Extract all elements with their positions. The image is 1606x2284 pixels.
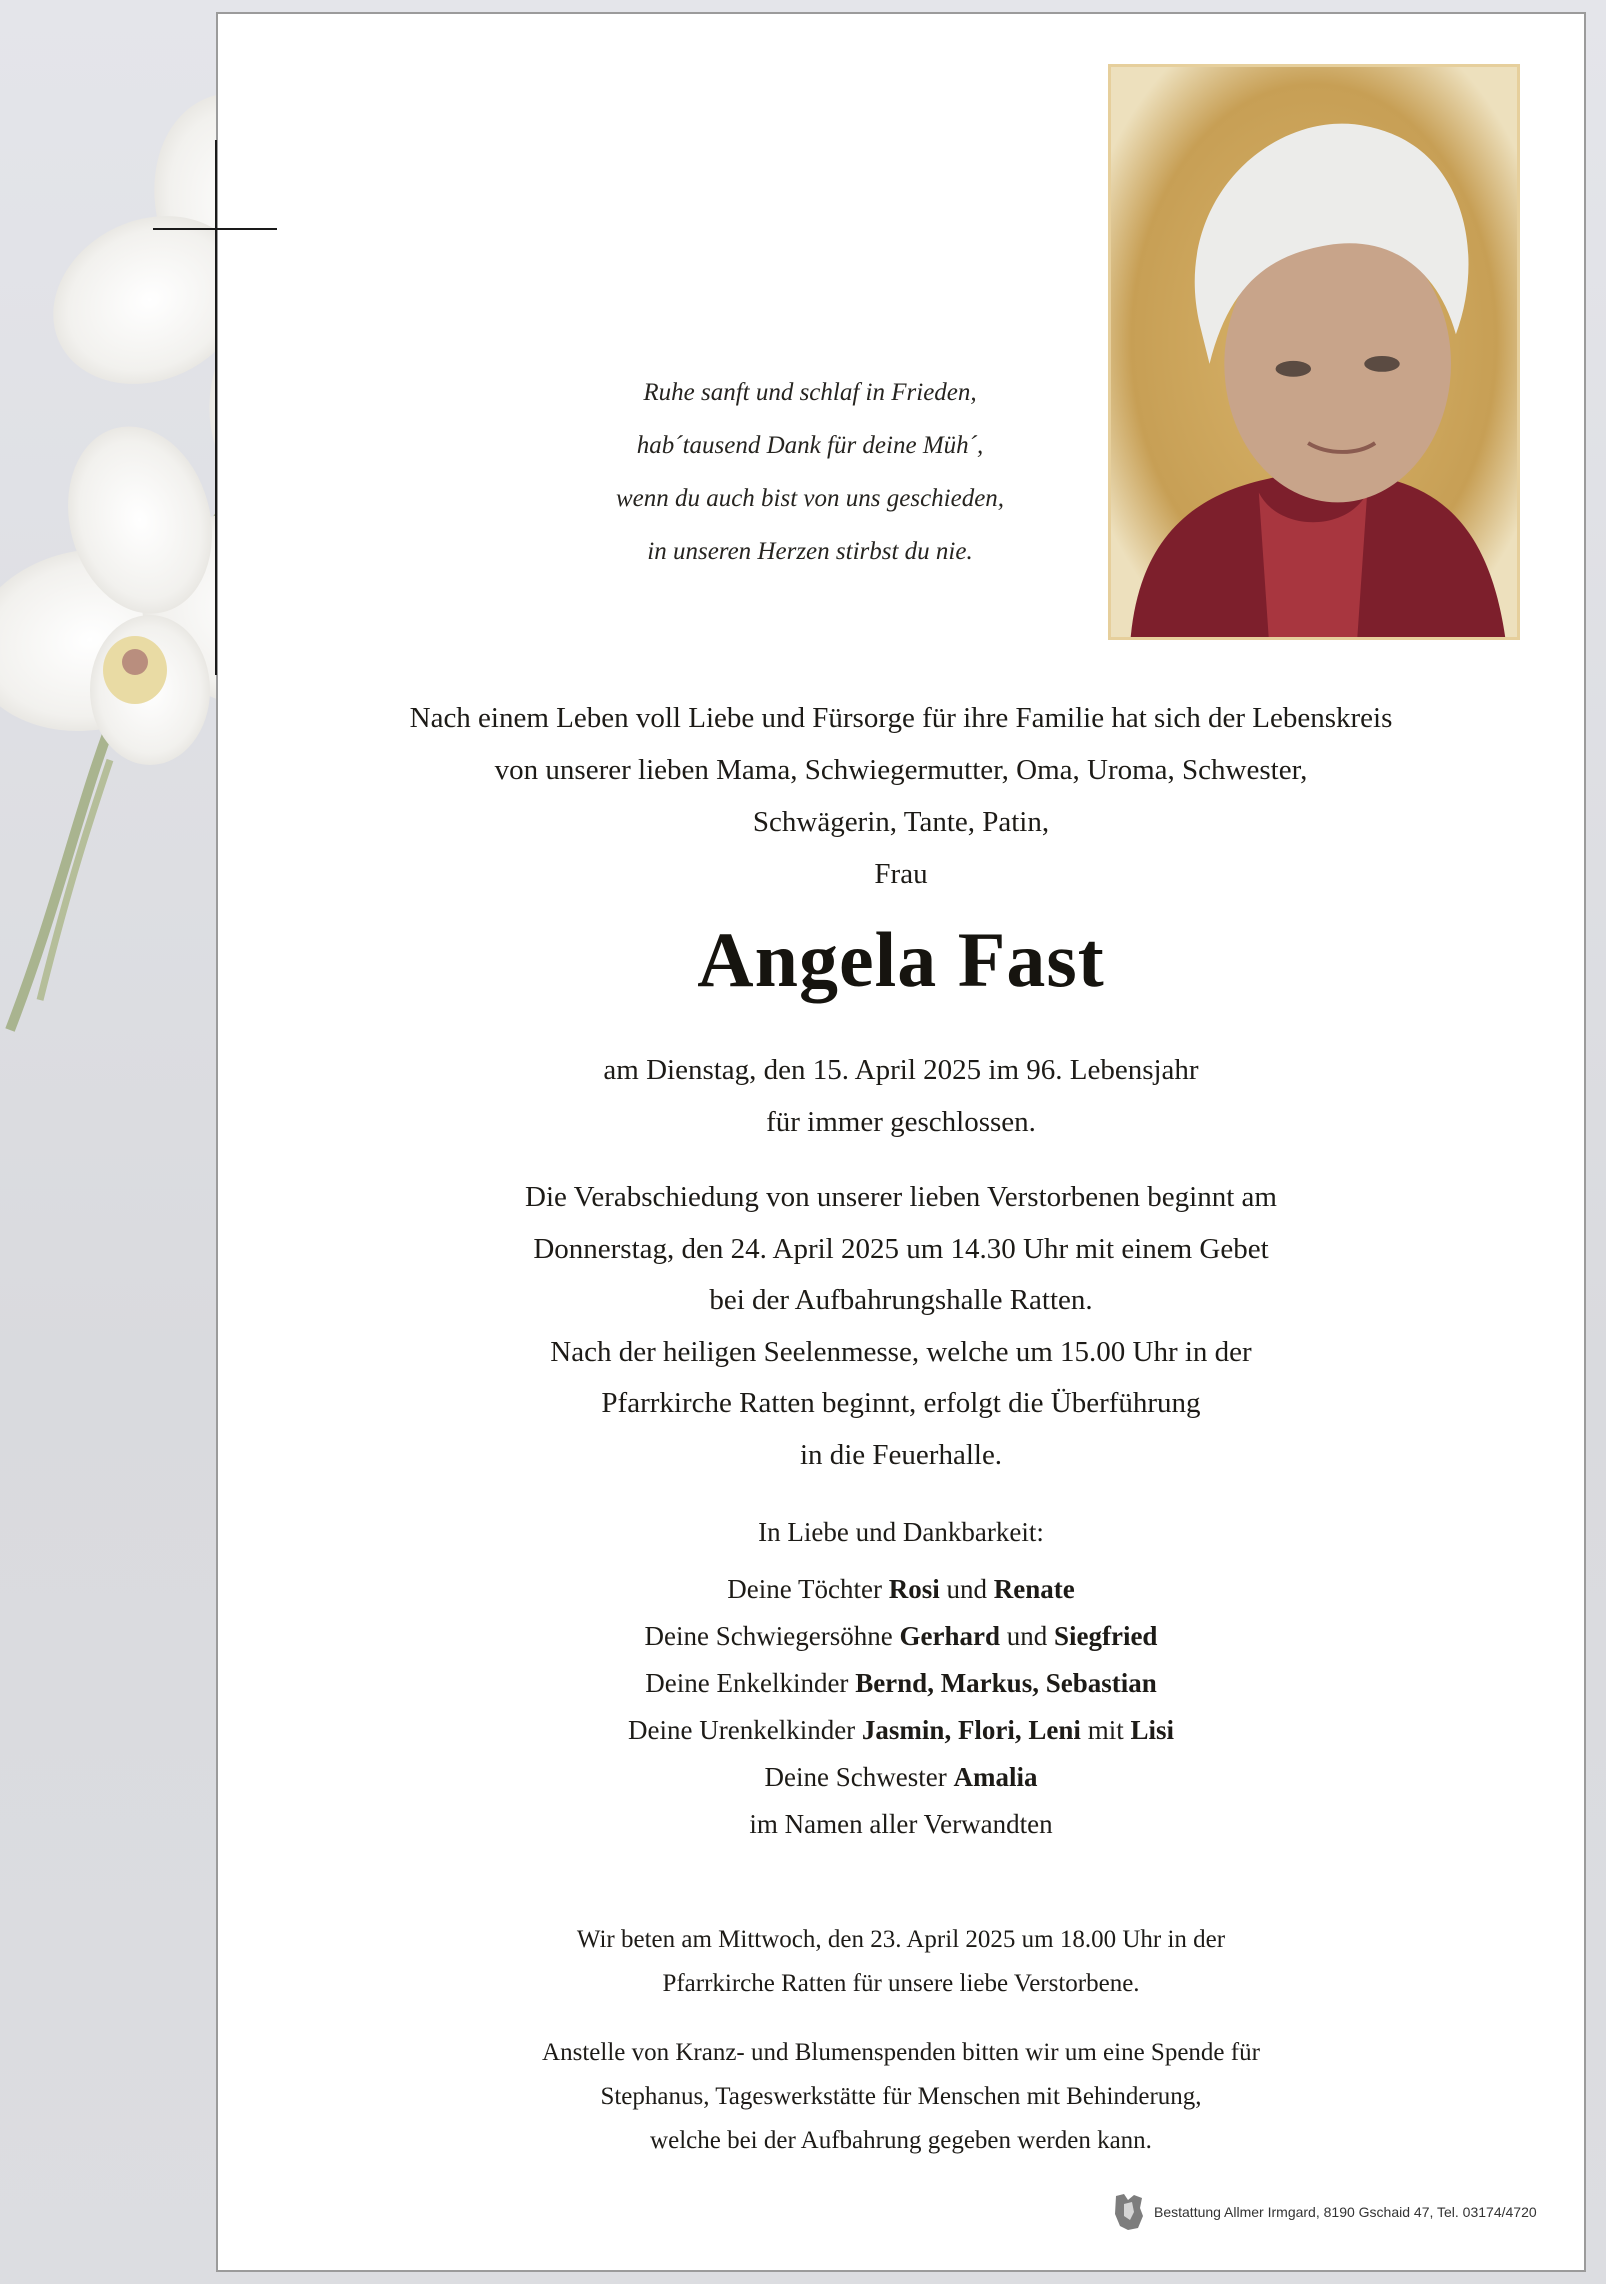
family-prefix: Deine Schwester	[764, 1762, 954, 1792]
intro-line: von unserer lieben Mama, Schwiegermutter, Oma, Uroma, Schwester,	[494, 754, 1308, 786]
thanks-header: In Liebe und Dankbarkeit:	[758, 1517, 1044, 1547]
farewell-line: Pfarrkirche Ratten beginnt, erfolgt die Überführung	[601, 1387, 1201, 1419]
family-name: Bernd, Markus, Sebastian	[855, 1668, 1157, 1698]
intro-line: Frau	[874, 858, 928, 890]
family-name: Lisi	[1130, 1715, 1174, 1745]
poem-line: wenn du auch bist von uns geschieden,	[615, 485, 1005, 512]
funeral-home-logo-icon	[1112, 2192, 1146, 2232]
family-name: Renate	[993, 1574, 1075, 1604]
donation-line: Stephanus, Tageswerkstätte für Menschen mit Behinderung,	[600, 2083, 1202, 2110]
family-conjunction: und	[999, 1621, 1054, 1651]
family-sons-in-law	[216, 1613, 1586, 1660]
prayer-line: Pfarrkirche Ratten für unsere liebe Verstorbene.	[662, 1970, 1140, 1997]
family-name: Rosi	[888, 1574, 940, 1604]
prayer-line: Wir beten am Mittwoch, den 23. April 2025 um 18.00 Uhr in der	[576, 1926, 1226, 1953]
family-name: Gerhard	[899, 1621, 1000, 1651]
cross-icon-bar	[153, 228, 277, 230]
date-line: am Dienstag, den 15. April 2025 im 96. Lebensjahr	[603, 1054, 1199, 1086]
family-sister	[216, 1754, 1586, 1801]
family-name: Siegfried	[1053, 1621, 1158, 1651]
farewell-details	[216, 1172, 1586, 1481]
poem-line: Ruhe sanft und schlaf in Frieden,	[643, 379, 977, 406]
cross-icon	[215, 140, 217, 675]
family-grandchildren	[216, 1660, 1586, 1707]
footer-text: Bestattung Allmer Irmgard, 8190 Gschaid 47, Tel. 03174/4720	[1154, 2204, 1537, 2220]
intro-text	[216, 692, 1586, 900]
family-relatives: im Namen aller Verwandten	[749, 1809, 1053, 1839]
poem-line: in unseren Herzen stirbst du nie.	[647, 538, 973, 565]
intro-line: Nach einem Leben voll Liebe und Fürsorge für ihre Familie hat sich der Lebenskreis	[409, 702, 1393, 734]
funeral-home-footer	[1112, 2192, 1537, 2232]
family-daughters	[216, 1566, 1586, 1613]
family-conjunction: und	[939, 1574, 994, 1604]
farewell-line: in die Feuerhalle.	[799, 1438, 1003, 1471]
farewell-line: Die Verabschiedung von unserer lieben Verstorbenen beginnt am	[525, 1181, 1277, 1213]
donation-line: Anstelle von Kranz- und Blumenspenden bitten wir um eine Spende für	[542, 2039, 1260, 2066]
family-prefix: Deine Töchter	[727, 1574, 889, 1604]
farewell-line: bei der Aufbahrungshalle Ratten.	[709, 1284, 1093, 1316]
death-date	[216, 1044, 1586, 1148]
family-name: Jasmin, Flori, Leni	[861, 1715, 1081, 1745]
family-name: Amalia	[953, 1762, 1038, 1792]
portrait-photo	[1108, 64, 1520, 640]
family-great-grandchildren	[216, 1707, 1586, 1754]
memorial-poem	[520, 366, 1100, 578]
intro-line: Schwägerin, Tante, Patin,	[752, 806, 1050, 838]
family-conjunction: mit	[1080, 1715, 1131, 1745]
prayer-notice	[216, 1918, 1586, 2006]
family-prefix: Deine Enkelkinder	[645, 1668, 856, 1698]
donation-line: welche bei der Aufbahrung gegeben werden kann.	[650, 2127, 1152, 2154]
deceased-name: Angela Fast	[697, 916, 1105, 1003]
family-prefix: Deine Schwiegersöhne	[644, 1621, 900, 1651]
farewell-line: Donnerstag, den 24. April 2025 um 14.30 Uhr mit einem Gebet	[533, 1232, 1269, 1265]
family-list	[216, 1566, 1586, 1848]
donation-notice	[216, 2031, 1586, 2163]
date-line: für immer geschlossen.	[766, 1106, 1036, 1138]
poem-line: hab´tausend Dank für deine Müh´,	[636, 432, 984, 459]
farewell-line: Nach der heiligen Seelenmesse, welche um 15.00 Uhr in der	[550, 1335, 1252, 1368]
family-prefix: Deine Urenkelkinder	[628, 1715, 862, 1745]
